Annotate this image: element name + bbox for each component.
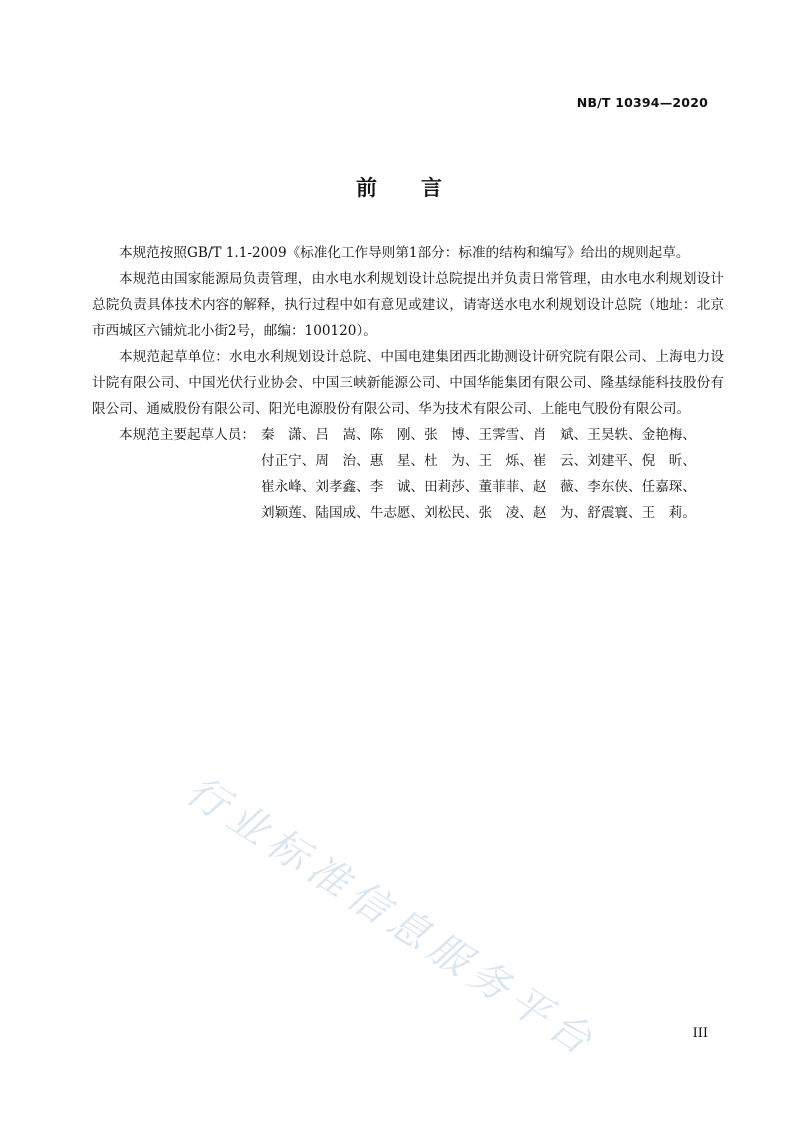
page-number: III: [692, 1026, 708, 1041]
document-body: [92, 240, 724, 526]
watermark: 行业标准信息服务平台: [178, 767, 606, 1068]
drafters-line: 刘颖莲、陆国成、牛志愿、刘松民、张 凌、赵 为、舒震寰、王 莉。: [261, 505, 696, 521]
paragraph-management: 本规范由国家能源局负责管理，由水电水利规划设计总院提出并负责日常管理，由水电水利规划设计总院负责具体技术内容的解释，执行过程中如有意见或建议，请寄送水电水利规划设计总院（地址：北京市西城区六铺炕北小街2号，邮编：100120）。: [92, 271, 724, 339]
paragraph-drafting-rules: 本规范按照GB/T 1.1-2009《标准化工作导则第1部分：标准的结构和编写》给出的规则起草。: [119, 245, 690, 261]
drafters-label: 本规范主要起草人员：: [119, 427, 255, 443]
drafters-line: 崔永峰、刘孝鑫、李 诚、田莉莎、董菲菲、赵 薇、李东侠、任嘉琛、: [261, 479, 696, 495]
standard-number: NB/T 10394—2020: [576, 95, 708, 110]
paragraph-drafting-units: 本规范起草单位：水电水利规划设计总院、中国电建集团西北勘测设计研究院有限公司、上海电力设计院有限公司、中国光伏行业协会、中国三峡新能源公司、中国华能集团有限公司、隆基绿能科技股份有限公司、通威股份有限公司、阳光电源股份有限公司、华为技术有限公司、上能电气股份有限公司。: [92, 349, 724, 417]
title-char-1: 前: [356, 176, 379, 200]
drafters-line: 秦 潇、吕 嵩、陈 刚、张 博、王霁雪、肖 斌、王昊轶、金艳梅、: [261, 427, 696, 443]
page-title: [0, 172, 800, 202]
drafters-names: [261, 422, 724, 526]
drafters-line: 付正宁、周 治、惠 星、杜 为、王 烁、崔 云、刘建平、倪 昕、: [261, 453, 696, 469]
drafters-block: [92, 422, 724, 526]
title-char-2: 言: [421, 176, 444, 200]
